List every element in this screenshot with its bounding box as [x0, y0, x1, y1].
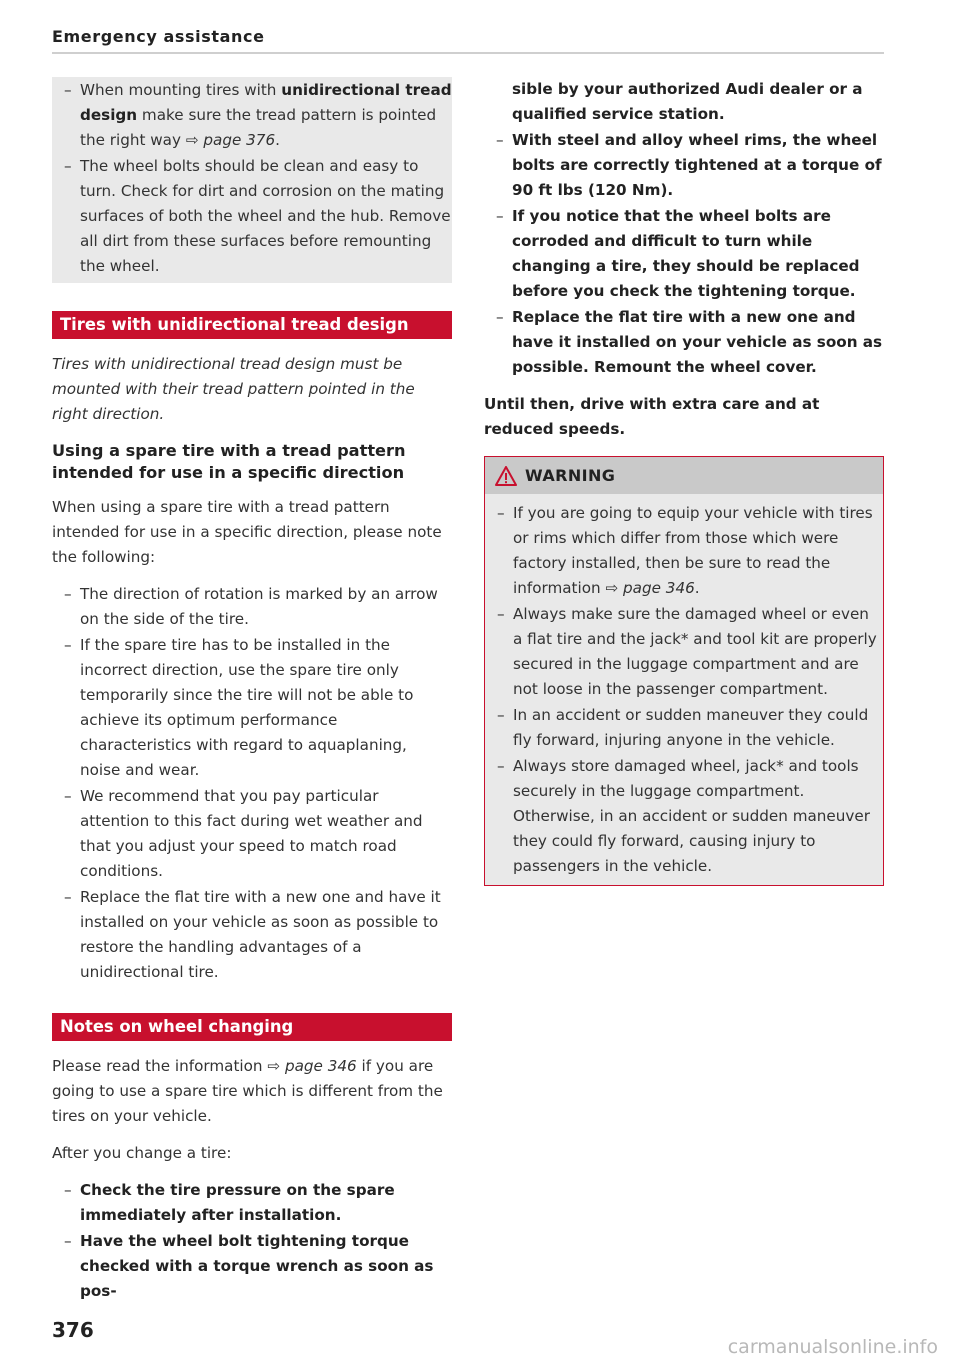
section-title-wheel-changing: Notes on wheel changing: [52, 1013, 452, 1041]
list-item: – Always store damaged wheel, jack* and tools securely in the luggage compartment. Otherwise, in an accident or sudden maneuver they could fly forward, causing injury to passengers in the vehicle.: [497, 757, 870, 875]
page-reference-link[interactable]: ⇨ page 346: [605, 579, 695, 597]
list-item: – If you notice that the wheel bolts are corroded and difficult to turn while changing a tire, they should be replaced before you check the tightening torque.: [496, 207, 860, 300]
header-divider: [52, 52, 884, 54]
list-item: – If you are going to equip your vehicle with tires or rims which differ from those which were factory installed, then be sure to read the information ⇨ page 346.: [497, 504, 873, 597]
page-reference-link[interactable]: ⇨ page 346: [267, 1057, 357, 1075]
list-item: – With steel and alloy wheel rims, the wheel bolts are correctly tightened at a torque of 90 ft lbs (120 Nm).: [496, 131, 882, 199]
warning-box: [484, 456, 884, 886]
section-intro: Tires with unidirectional tread design must be mounted with their tread pattern pointed in the right direction.: [52, 355, 415, 423]
notes-paragraph: Please read the information ⇨ page 346 if you are going to use a spare tire which is different from the tires on your vehicle.: [52, 1057, 443, 1125]
watermark: carmanualsonline.info: [727, 1336, 938, 1358]
list-item: – In an accident or sudden maneuver they could fly forward, injuring anyone in the vehicle.: [497, 706, 869, 749]
left-column: [52, 77, 452, 1305]
right-column: [484, 77, 884, 886]
page-number: 376: [52, 1318, 94, 1342]
list-item: – Have the wheel bolt tightening torque checked with a torque wrench as soon as pos-: [64, 1232, 434, 1300]
subsection-intro: When using a spare tire with a tread pattern intended for use in a specific direction, please note the following:: [52, 498, 442, 566]
warning-title: WARNING: [525, 466, 616, 485]
page-header-title: Emergency assistance: [52, 27, 265, 46]
page-reference-link[interactable]: ⇨ page 376: [185, 131, 276, 149]
subheading-spare-tire: Using a spare tire with a tread pattern intended for use in a specific direction: [52, 441, 406, 482]
list-item: – The direction of rotation is marked by an arrow on the side of the tire.: [64, 585, 438, 628]
list-item-continuation: sible by your authorized Audi dealer or a qualified service station.: [512, 80, 863, 123]
list-item: – When mounting tires with unidirectional tread design make sure the tread pattern is pointed the right way ⇨ page 376.: [64, 81, 452, 149]
list-item: – Replace the flat tire with a new one and have it installed on your vehicle as soon as possible to restore the handling advantages of a unidirectional tire.: [64, 888, 441, 981]
section-title-unidirectional: Tires with unidirectional tread design: [52, 311, 452, 339]
warning-header: [485, 457, 883, 494]
list-item: – We recommend that you pay particular attention to this fact during wet weather and that you adjust your speed to match road conditions.: [64, 787, 423, 880]
list-item: – The wheel bolts should be clean and easy to turn. Check for dirt and corrosion on the mating surfaces of both the wheel and the hub. Remove all dirt from these surfaces before remounting the wheel.: [64, 157, 451, 275]
mounting-notes-box: [52, 77, 452, 283]
list-item: – Check the tire pressure on the spare immediately after installation.: [64, 1181, 395, 1224]
until-then-note: Until then, drive with extra care and at reduced speeds.: [484, 395, 820, 438]
list-item: – If the spare tire has to be installed in the incorrect direction, use the spare tire only temporarily since the tire will not be able to achieve its optimum performance characteristics with regard to aquaplaning, noise and wear.: [64, 636, 414, 779]
warning-triangle-icon: [495, 466, 517, 486]
list-item: – Always make sure the damaged wheel or even a flat tire and the jack* and tool kit are properly secured in the luggage compartment and are not loose in the passenger compartment.: [497, 605, 877, 698]
after-change-label: After you change a tire:: [52, 1144, 232, 1162]
list-item: – Replace the flat tire with a new one and have it installed on your vehicle as soon as possible. Remount the wheel cover.: [496, 308, 883, 376]
